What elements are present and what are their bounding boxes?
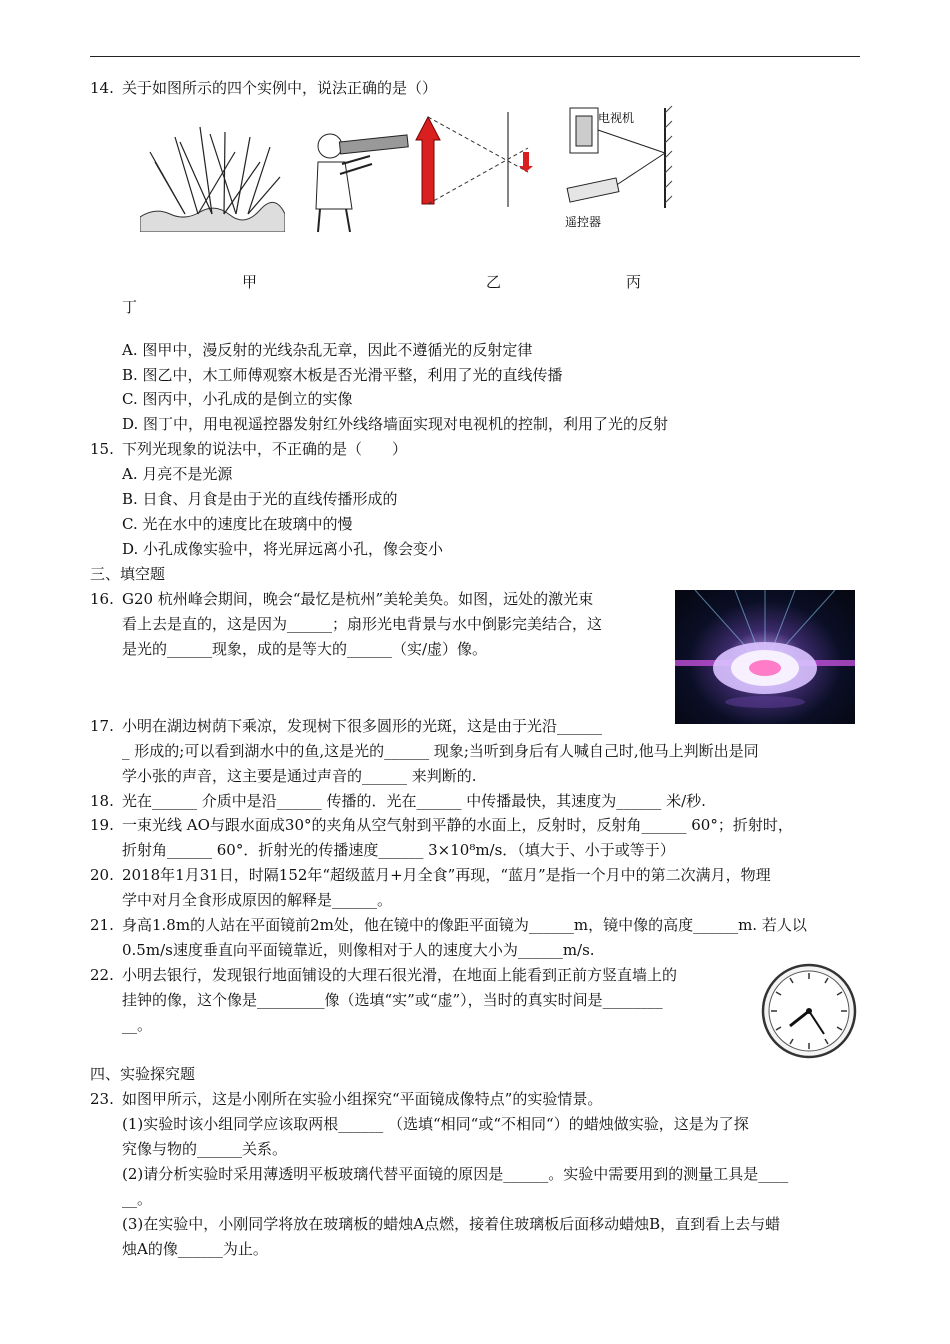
q23-stem: 23. 如图甲所示，这是小刚所在实验小组探究“平面镜成像特点”的实验情景。	[90, 1090, 603, 1108]
q19-line-1: 19. 一束光线 AO与跟水面成30°的夹角从空气射到平静的水面上，反射时，反射角______ 60°；折射时，	[90, 816, 793, 834]
wall-clock-figure	[760, 962, 858, 1060]
laser-show-drawing	[675, 590, 855, 724]
q16-line-2: 看上去是直的，这是因为______；扇形光电背景与水中倒影完美结合，这	[122, 615, 603, 633]
fig-label-bing: 丙	[626, 273, 642, 291]
q23-line-3: (2)请分析实验时采用薄透明平板玻璃代替平面镜的原因是______。实验中需要用到的测量工具是____	[122, 1165, 789, 1183]
q22-line-1: 22. 小明去银行，发现银行地面铺设的大理石很光滑，在地面上能看到正前方竖直墙上的	[90, 966, 678, 984]
fig-label-yi: 乙	[486, 273, 502, 291]
fig-label-jia: 甲	[242, 273, 258, 291]
q14-option-b: B. 图乙中，木工师傅观察木板是否光滑平整，利用了光的直线传播	[122, 366, 563, 384]
q15-option-c: C. 光在水中的速度比在玻璃中的慢	[122, 515, 353, 533]
fig-label-ding: 丁	[122, 298, 138, 316]
q14-option-d: D. 图丁中，用电视遥控器发射红外线络墙面实现对电视机的控制，利用了光的反射	[122, 415, 669, 433]
q23-line-4: __。	[122, 1190, 153, 1208]
q15-option-a: A. 月亮不是光源	[122, 465, 233, 483]
q16-line-1: 16. G20 杭州峰会期间，晚会“最忆是杭州”美轮美奂。如图，远处的激光束	[90, 590, 594, 608]
q23-line-6: 烛A的像______为止。	[122, 1240, 268, 1258]
q23-line-5: (3)在实验中，小刚同学将放在玻璃板的蜡烛A点燃，接着住玻璃板后面移动蜡烛B，直到看上去与蜡	[122, 1215, 781, 1233]
q23-line-1: (1)实验时该小组同学应该取两根______ （选填“相同“或“不相同“）的蜡烛做实验，这是为了探	[122, 1115, 749, 1133]
q14-option-c: C. 图丙中，小孔成的是倒立的实像	[122, 390, 353, 408]
q17-line-2: _ 形成的;可以看到湖水中的鱼,这是光的______ 现象;当听到身后有人喊自己时,他马上判断出是同	[122, 742, 759, 760]
tv-label: 电视机	[598, 111, 635, 125]
carpenter-figure	[300, 124, 410, 234]
q14-stem: 14. 关于如图所示的四个实例中，说法正确的是（）	[90, 79, 438, 97]
q19-line-2: 折射角______ 60°．折射光的传播速度______ 3×10⁸m/s．（填大于、小于或等于）	[122, 841, 675, 859]
q14-option-a: A. 图甲中，漫反射的光线杂乱无章，因此不遵循光的反射定律	[122, 341, 533, 359]
section-experiment: 四、实验探究题	[90, 1065, 196, 1083]
section-fill-blank: 三、填空题	[90, 565, 166, 583]
q15-stem: 15. 下列光现象的说法中，不正确的是（ ）	[90, 440, 408, 458]
header-rule	[90, 56, 860, 57]
q17-line-1: 17. 小明在湖边树荫下乘凉，发现树下很多圆形的光斑，这是由于光沿______	[90, 717, 603, 735]
q20-line-1: 20. 2018年1月31日，时隔152年“超级蓝月+月全食”再现，“蓝月”是指一个月中的第二次满月，物理	[90, 866, 771, 884]
q22-line-3: __。	[122, 1016, 153, 1034]
pinhole-figure	[408, 112, 548, 212]
q21-line-1: 21. 身高1.8m的人站在平面镜前2m处，他在镜中的像距平面镜为______m，镜中像的高度______m. 若人以	[90, 916, 807, 934]
diffuse-reflection-figure	[140, 122, 285, 232]
q22-line-2: 挂钟的像，这个像是_________像（选填“实”或“虚”），当时的真实时间是________	[122, 991, 663, 1009]
q15-option-b: B. 日食、月食是由于光的直线传播形成的	[122, 490, 398, 508]
q23-line-2: 究像与物的______关系。	[122, 1140, 288, 1158]
remote-label: 遥控器	[565, 215, 602, 229]
q17-line-3: 学小张的声音，这主要是通过声音的______ 来判断的.	[122, 767, 477, 785]
laser-show-photo	[675, 590, 855, 724]
q20-line-2: 学中对月全食形成原因的解释是______。	[122, 891, 393, 909]
q15-option-d: D. 小孔成像实验中，将光屏远离小孔，像会变小	[122, 540, 444, 558]
remote-reflection-figure	[560, 98, 680, 238]
q16-line-3: 是光的______现象，成的是等大的______（实/虚）像。	[122, 640, 488, 658]
q21-line-2: 0.5m/s速度垂直向平面镜靠近，则像相对于人的速度大小为______m/s.	[122, 941, 595, 959]
q18-line-1: 18. 光在______ 介质中是沿______ 传播的．光在______ 中传播最快，其速度为______ 米/秒.	[90, 792, 706, 810]
